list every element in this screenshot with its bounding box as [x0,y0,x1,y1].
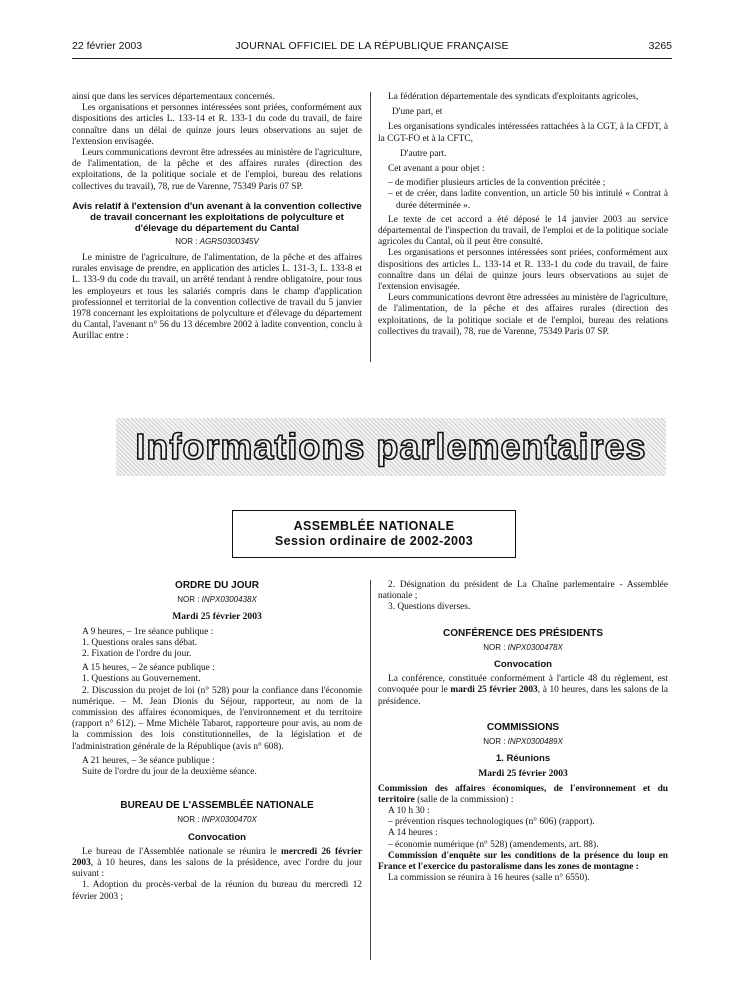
header-page-number: 3265 [648,40,672,52]
paragraph: Les organisations et personnes intéressées sont priées, conformément aux dispositions des articles L. 133-14 et R. 133-1 du code du travail, de faire connaître dans un délai de quinze jours leurs observations au sujet de l'extension envisagée. [378,248,668,293]
assembly-title: ASSEMBLÉE NATIONALE [293,519,455,533]
page-header [72,40,672,56]
paragraph: La conférence, constituée conformément à l'article 48 du règlement, est convoquée pour le mardi 25 février 2003, à 10 heures, dans les salons de la présidence. [378,674,669,707]
session-line: A 21 heures, – 3e séance publique : [82,755,215,766]
section-title: COMMISSIONS [486,721,560,733]
meeting-date: Mardi 25 février 2003 [478,768,568,780]
agenda-item: 3. Questions diverses. [388,602,471,613]
section-title: BUREAU DE L'ASSEMBLÉE NATIONALE [120,800,314,812]
agenda-item: – prévention risques technologiques (n° 606) (rapport). [388,817,595,828]
paragraph: Cet avenant a pour objet : [388,164,485,175]
banner-title: Informations parlementaires [135,426,647,467]
agenda-item: 1. Questions orales sans débat. [82,637,198,648]
bottom-left-column [72,580,362,903]
section-title: ORDRE DU JOUR [175,580,259,591]
paragraph: Le bureau de l'Assemblée nationale se réunira le mercredi 26 février 2003, à 10 heures, dans les salons de la présidence, avec l'ordre du jour suivant : [72,846,363,880]
section-title: CONFÉRENCE DES PRÉSIDENTS [442,627,604,639]
header-date: 22 février 2003 [72,40,143,52]
commission-entry: Commission des affaires économiques, de l'environnement et du territoire (salle de la commission) : [378,783,668,805]
convocation-heading: Convocation [493,659,553,671]
paragraph: Les organisations syndicales intéressées rattachées à la CGT, à la CFDT, à la CGT-FO et à la CFTC, [378,122,668,144]
assembly-session: Session ordinaire de 2002-2003 [274,534,474,548]
nor-reference: NOR : AGRS0300345V [175,236,259,246]
nor-reference: NOR : INPX0300470X [177,815,257,825]
nor-reference: NOR : INPX0300478X [483,642,563,652]
bottom-right-column [378,580,668,884]
top-left-column [72,92,362,343]
assembly-box [232,510,516,558]
meeting-date: Mardi 25 février 2003 [172,611,262,623]
paragraph: D'autre part. [400,148,447,159]
header-rule [72,58,672,59]
subsection-heading: 1. Réunions [495,753,551,765]
agenda-item: – économie numérique (n° 528) (amendements, art. 88). [388,839,599,850]
list-item: – et de créer, dans ladite convention, un article 50 bis intitulé « Contrat à durée déterminée ». [388,189,668,211]
top-right-column [378,92,668,338]
agenda-item: 1. Adoption du procès-verbal de la réunion du bureau du mercredi 12 février 2003 ; [72,880,362,902]
commission-entry: Commission d'enquête sur les conditions de la présence du loup en France et l'exercice du pastoralisme dans les zones de montagne : [378,850,668,873]
agenda-item: 2. Fixation de l'ordre du jour. [82,649,192,660]
paragraph: Leurs communications devront être adressées au ministère de l'agriculture, de l'alimentation, de la pêche et des affaires rurales (direction des exploitations, de la politique sociale et de l'emploi, bureau des relations collectives du travail), 78, rue de Varenne, 75349 Paris 07 SP. [72,148,362,192]
time-line: A 10 h 30 : [388,806,430,817]
paragraph: D'une part, et [392,107,443,118]
session-line: A 15 heures, – 2e séance publique : [82,663,215,674]
paragraph: ainsi que dans les services départementaux concernés. [72,92,275,102]
paragraph: Le texte de cet accord a été déposé le 14 janvier 2003 au service départemental de l'inspection du travail, de l'emploi et de la politique sociale agricoles du Cantal, où il peut être consulté. [378,214,668,248]
session-line: A 9 heures, – 1re séance publique : [82,626,214,637]
convocation-heading: Convocation [187,831,247,843]
avis-title: Avis relatif à l'extension d'un avenant à la convention collective de travail concernant les exploitations de polyculture et d'élevage du département du Cantal [72,200,362,234]
paragraph: La fédération départementale des syndicats d'exploitants agricoles, [388,92,639,102]
nor-reference: NOR : INPX0300438X [177,595,257,605]
nor-reference: NOR : INPX0300489X [483,737,563,747]
agenda-item: 1. Questions au Gouvernement. [82,674,201,685]
paragraph: La commission se réunira à 16 heures (salle n° 6550). [388,873,590,884]
section-banner [116,418,666,476]
agenda-item: 2. Discussion du projet de loi (n° 528) pour la confiance dans l'économie numérique. – M. Jean Dionis du Séjour, rapporteur, au nom de la commission des affaires économiques, de l'environnement et du territoire (rapport n° 612). – Mme Michèle Tabarot, rapporteure pour avis, au nom de la commission des lois constitutionnelles, de la législation et de l'administration générale de la République (avis n° 608). [72,685,362,752]
paragraph: Les organisations et personnes intéressées sont priées, conformément aux dispositions des articles L. 133-14 et R. 133-1 du code du travail, de faire connaître dans un délai de quinze jours leurs observations au sujet de l'extension envisagée. [72,103,362,147]
agenda-item: 2. Désignation du président de La Chaîne parlementaire - Assemblée nationale ; [378,580,668,602]
header-journal-title: JOURNAL OFFICIEL DE LA RÉPUBLIQUE FRANÇAISE [235,40,509,52]
paragraph: Leurs communications devront être adressées au ministère de l'agriculture, de l'alimentation, de la pêche et des affaires rurales (direction des exploitations, de la politique sociale et de l'emploi, bureau des relations collectives du travail), 78, rue de Varenne, 75349 Paris 07 SP. [378,293,668,337]
list-item: – de modifier plusieurs articles de la convention précitée ; [388,178,606,189]
column-divider [370,580,371,960]
column-divider [370,92,371,362]
paragraph: Le ministre de l'agriculture, de l'alimentation, de la pêche et des affaires rurales envisage de prendre, en application des articles L. 131-3, L. 133-8 et L. 133-9 du code du travail, un arrêté tendant à rendre obligatoire, pour tous les employeurs et tous les salariés compris dans le champ d'application professionnel et territorial de la convention collective de travail du 5 janvier 1978 concernant les exploitations de polyculture et d'élevage du département du Cantal, l'avenant n° 56 du 13 décembre 2002 à ladite convention, conclu à Aurillac entre : [72,253,362,342]
agenda-item: Suite de l'ordre du jour de la deuxième séance. [82,767,257,778]
time-line: A 14 heures : [388,828,438,839]
